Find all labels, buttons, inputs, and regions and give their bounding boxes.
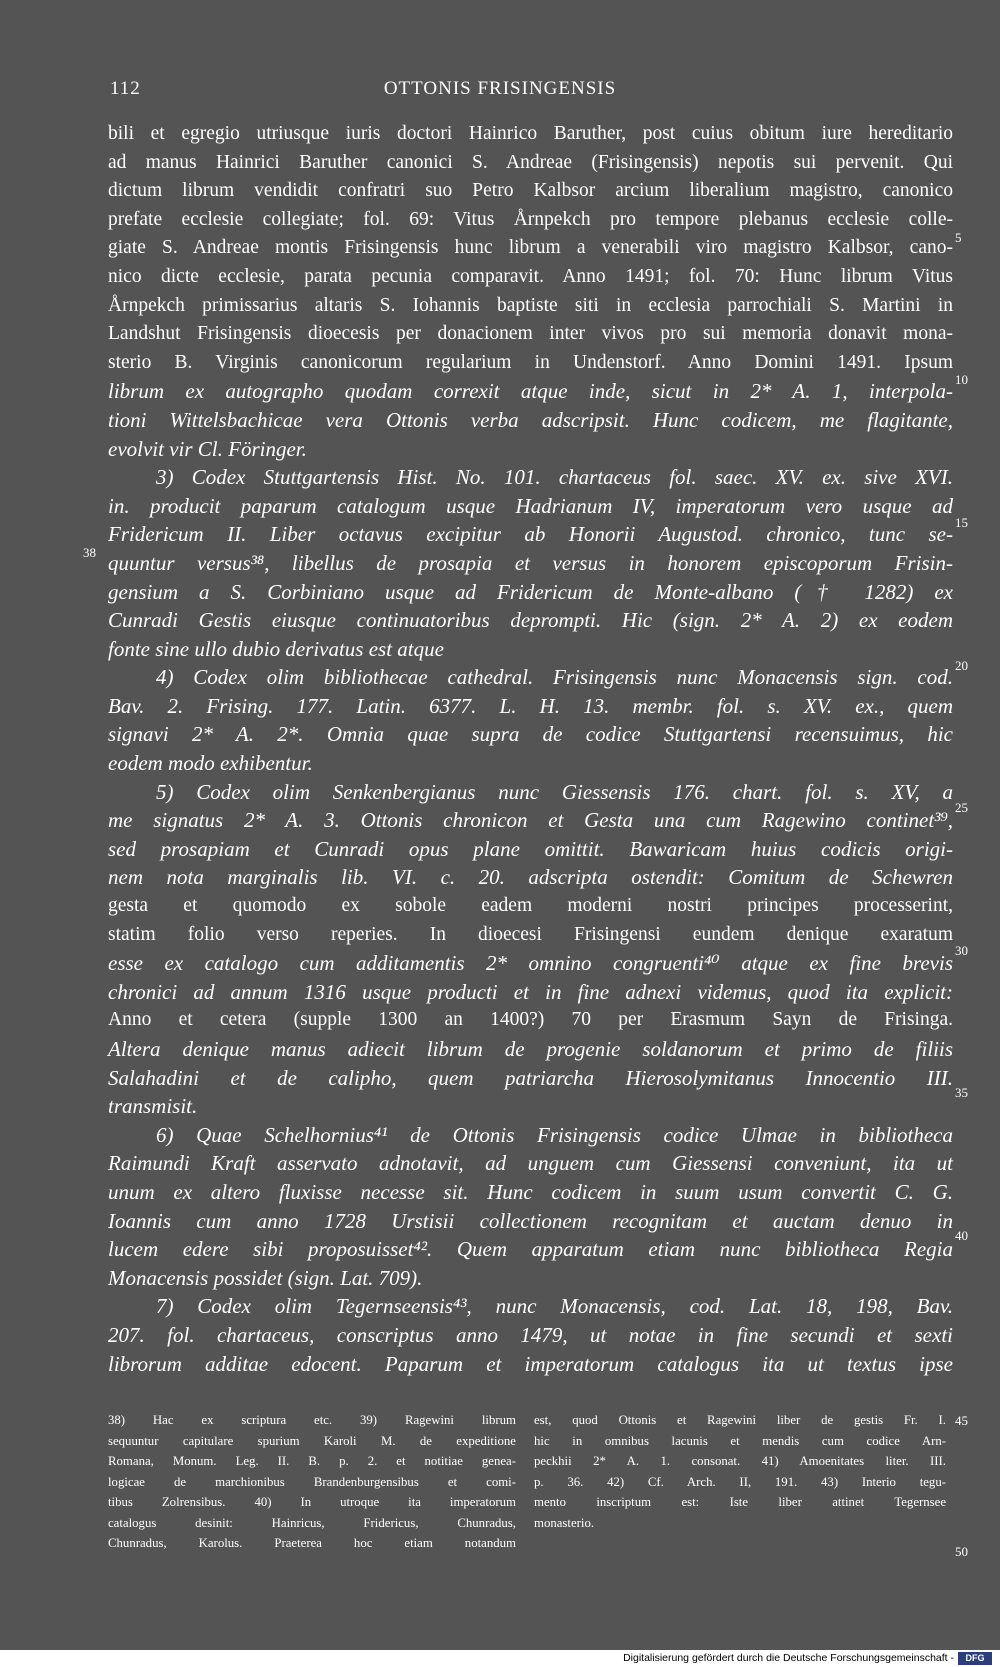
footnote-line: sequuntur capitulare spurium Karoli M. de expeditione bbox=[108, 1433, 516, 1448]
text-line: lucem edere sibi proposuisset⁴². Quem apparatum etiam nunc bibliotheca Regia bbox=[108, 1237, 953, 1262]
line-number: 35 bbox=[955, 1085, 968, 1100]
text-line: tioni Wittelsbachicae vera Ottonis verba adscripsit. Hunc codicem, me flagitante, bbox=[108, 407, 953, 432]
text-line: nico dicte ecclesie, parata pecunia comparavit. Anno 1491; fol. 70: Hunc librum Vitus bbox=[108, 265, 953, 287]
text-line: sterio B. Virginis canonicorum regularium in Undenstorf. Anno Domini 1491. Ipsum bbox=[108, 351, 953, 373]
page-number: 112 bbox=[110, 78, 141, 99]
text-line: Monacensis possidet (sign. Lat. 709). bbox=[108, 1265, 423, 1290]
text-line: nem nota marginalis lib. VI. c. 20. adscripta ostendit: Comitum de Schewren bbox=[108, 865, 953, 890]
text-line: Altera denique manus adiecit librum de progenie soldanorum et primo de filiis bbox=[108, 1037, 953, 1061]
text-line: 7) Codex olim Tegernseensis⁴³, nunc Monacensis, cod. Lat. 18, 198, Bav. bbox=[156, 1294, 953, 1319]
text-line: 3) Codex Stuttgartensis Hist. No. 101. chartaceus fol. saec. XV. ex. sive XVI. bbox=[156, 465, 953, 490]
text-line: Anno et cetera (supple 1300 an 1400?) 70 per Erasmum Sayn de Frisinga. bbox=[108, 1009, 953, 1031]
footnote-line: p. 36. 42) Cf. Arch. II, 191. 43) Interio tegu- bbox=[534, 1474, 946, 1489]
footnote-column-right bbox=[534, 1410, 946, 1533]
text-line: dictum librum vendidit confratri suo Petro Kalbsor arcium liberalium magistro, canonico bbox=[108, 180, 953, 202]
footnote-line: tibus Zolrensibus. 40) In utroque ita imperatorum bbox=[108, 1495, 516, 1509]
text-line: Cunradi Gestis eiusque continuatoribus deprompti. Hic (sign. 2* A. 2) ex eodem bbox=[108, 608, 953, 633]
text-line: prefate ecclesie collegiate; fol. 69: Vitus Årnpekch pro tempore plebanus ecclesie colle- bbox=[108, 208, 953, 230]
footer-credit: Digitalisierung gefördert durch die Deutsche Forschungsgemeinschaft - bbox=[623, 1652, 954, 1664]
text-line: sed prosapiam et Cunradi opus plane omittit. Bawaricam huius codicis origi- bbox=[108, 836, 953, 861]
text-line: 6) Quae Schelhornius⁴¹ de Ottonis Frisingensis codice Ulmae in bibliotheca bbox=[156, 1122, 953, 1147]
text-line: 4) Codex olim bibliothecae cathedral. Frisingensis nunc Monacensis sign. cod. bbox=[156, 665, 953, 690]
footnote-line: mento inscriptum est: Iste liber attinet Tegernsee bbox=[534, 1495, 946, 1509]
line-number: 25 bbox=[955, 800, 968, 815]
dfg-logo: DFG bbox=[958, 1652, 992, 1665]
footnote-line: est, quod Ottonis et Ragewini liber de gestis Fr. I. bbox=[534, 1413, 946, 1427]
line-number: 38 bbox=[83, 545, 96, 560]
running-title: OTTONIS FRISINGENSIS bbox=[383, 78, 617, 99]
text-line: 5) Codex olim Senkenbergianus nunc Giessensis 176. chart. fol. s. XV, a bbox=[156, 779, 953, 804]
line-number: 20 bbox=[955, 658, 968, 673]
line-number: 50 bbox=[955, 1544, 968, 1559]
footnote-line: peckhii 2* A. 1. consonat. 41) Amoenitates liter. III. bbox=[534, 1454, 946, 1468]
line-number: 5 bbox=[955, 230, 962, 245]
text-line: evolvit vir Cl. Föringer. bbox=[108, 436, 307, 461]
text-line: gensium a S. Corbiniano usque ad Fridericum de Monte-albano († 1282) ex bbox=[108, 579, 953, 604]
text-line: librum ex autographo quodam correxit atque inde, sicut in 2* A. 1, interpola- bbox=[108, 379, 953, 404]
text-line: librorum additae edocent. Paparum et imperatorum catalogus ita ut textus ipse bbox=[108, 1351, 953, 1376]
line-number: 10 bbox=[955, 372, 968, 387]
line-number: 15 bbox=[955, 515, 968, 530]
text-line: gesta et quomodo ex sobole eadem moderni nostri principes processerint, bbox=[108, 895, 953, 917]
footnote-line: Chunradus, Karolus. Praeterea hoc etiam notandum bbox=[108, 1536, 516, 1550]
text-line: Årnpekch primissarius altaris S. Iohannis baptiste siti in ecclesia parrochiali S. Martini in bbox=[108, 294, 953, 316]
footnote-line: monasterio. bbox=[534, 1515, 595, 1530]
text-line: fonte sine ullo dubio derivatus est atque bbox=[108, 636, 444, 661]
text-line: esse ex catalogo cum additamentis 2* omnino congruenti⁴⁰ atque ex fine brevis bbox=[108, 951, 953, 976]
text-line: signavi 2* A. 2*. Omnia quae supra de codice Stuttgartensi recensuimus, hic bbox=[108, 722, 953, 747]
line-number: 45 bbox=[955, 1413, 968, 1428]
text-line: ad manus Hainrici Baruther canonici S. Andreae (Frisingensis) nepotis sui pervenit. Qui bbox=[108, 151, 953, 173]
text-line: me signatus 2* A. 3. Ottonis chronicon et Gesta una cum Ragewino continet³⁹, bbox=[108, 808, 953, 833]
text-line: transmisit. bbox=[108, 1094, 198, 1119]
footnote-line: hic in omnibus lacunis et mendis cum codice Arn- bbox=[534, 1433, 946, 1448]
text-line: in. producit paparum catalogum usque Hadrianum IV, imperatorum vero usque ad bbox=[108, 493, 953, 518]
line-number: 40 bbox=[955, 1228, 968, 1243]
text-line: Raimundi Kraft asservato adnotavit, ad unguem cum Giessensi conveniunt, ita ut bbox=[108, 1151, 953, 1176]
text-line: chronici ad annum 1316 usque producti et in fine adnexi videmus, quod ita explicit: bbox=[108, 979, 953, 1004]
text-line: 207. fol. chartaceus, conscriptus anno 1479, ut notae in fine secundi et sexti bbox=[108, 1322, 953, 1347]
page-header bbox=[0, 78, 1000, 108]
text-line: statim folio verso reperies. In dioecesi Frisingensi eundem denique exaratum bbox=[108, 923, 953, 945]
text-line: Bav. 2. Frising. 177. Latin. 6377. L. H. 13. membr. fol. s. XV. ex., quem bbox=[108, 693, 953, 718]
footnote-line: logicae de marchionibus Brandenburgensibus et comi- bbox=[108, 1474, 516, 1489]
footnote-line: 38) Hac ex scriptura etc. 39) Ragewini librum bbox=[108, 1413, 516, 1427]
line-number: 30 bbox=[955, 943, 968, 958]
digitization-footer bbox=[0, 1650, 1000, 1667]
footnote-line: catalogus desinit: Hainricus, Fridericus, Chunradus, bbox=[108, 1515, 516, 1530]
text-line: quuntur versus³⁸, libellus de prosapia et versus in honorem episcoporum Frisin- bbox=[108, 550, 953, 575]
text-line: eodem modo exhibentur. bbox=[108, 751, 313, 776]
footnote-column-left bbox=[108, 1410, 516, 1554]
text-line: giate S. Andreae montis Frisingensis hunc librum a venerabili viro magistro Kalbsor, cano- bbox=[108, 237, 953, 259]
text-line: bili et egregio utriusque iuris doctori Hainrico Baruther, post cuius obitum iure hereditario bbox=[108, 123, 953, 144]
text-line: Fridericum II. Liber octavus excipitur ab Honorii Augustod. chronico, tunc se- bbox=[108, 522, 953, 547]
main-text bbox=[108, 120, 953, 1378]
text-line: unum ex altero fluxisse necesse sit. Hunc codicem in suum usum convertit C. G. bbox=[108, 1179, 953, 1204]
footnote-line: Romana, Monum. Leg. II. B. p. 2. et notitiae genea- bbox=[108, 1454, 516, 1468]
text-line: Salahadini et de calipho, quem patriarcha Hierosolymitanus Innocentio III. bbox=[108, 1065, 953, 1090]
text-line: Ioannis cum anno 1728 Urstisii collectionem recognitam et auctam denuo in bbox=[108, 1208, 953, 1233]
text-line: Landshut Frisingensis dioecesis per donacionem inter vivos pro sui memoria donavit mona- bbox=[108, 323, 953, 345]
